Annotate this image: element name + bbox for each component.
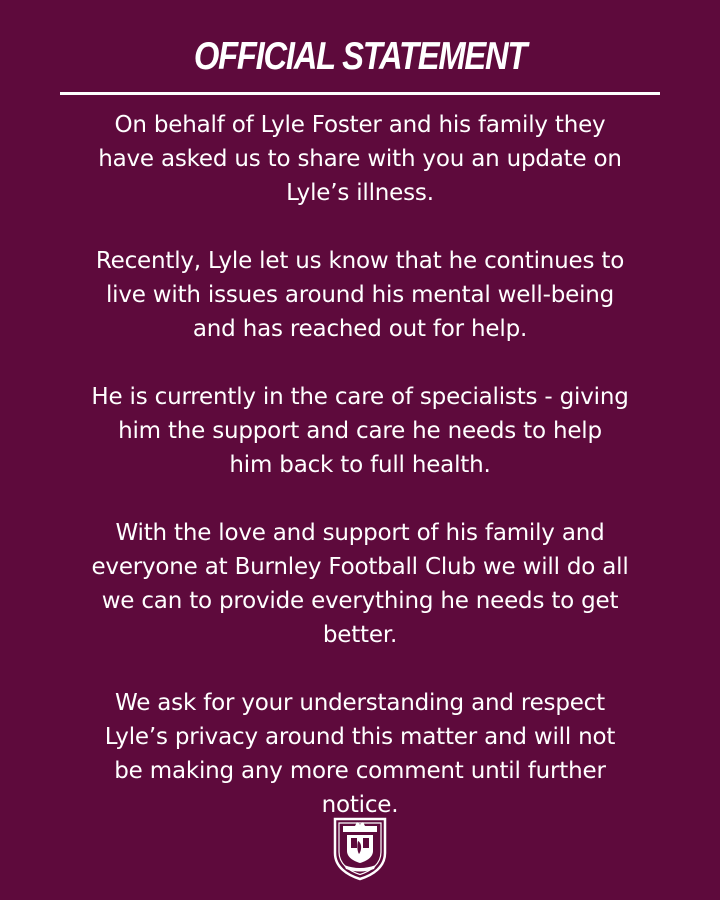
title-divider bbox=[60, 92, 660, 95]
burnley-club-crest-icon bbox=[333, 817, 387, 881]
page-title: OFFICIAL STATEMENT bbox=[193, 35, 527, 78]
statement-line: Lyle’s privacy around this matter and will not bbox=[104, 724, 616, 750]
statement-paragraph bbox=[40, 686, 680, 822]
statement-line: everyone at Burnley Football Club we will do all bbox=[91, 554, 629, 580]
statement-line: Recently, Lyle let us know that he continues to bbox=[95, 248, 625, 274]
statement-paragraph bbox=[40, 516, 680, 652]
statement-line: and has reached out for help. bbox=[192, 316, 528, 342]
statement-line: With the love and support of his family and bbox=[115, 520, 605, 546]
statement-line: We ask for your understanding and respect bbox=[115, 690, 605, 716]
statement-paragraph bbox=[40, 244, 680, 346]
statement-line: be making any more comment until further bbox=[114, 758, 606, 784]
statement-body bbox=[40, 108, 680, 822]
statement-line: On behalf of Lyle Foster and his family they bbox=[114, 112, 606, 138]
statement-line: He is currently in the care of specialists - giving bbox=[91, 384, 629, 410]
statement-paragraph bbox=[40, 380, 680, 482]
statement-line: him back to full health. bbox=[229, 452, 491, 478]
statement-line: better. bbox=[322, 622, 398, 648]
statement-line: we can to provide everything he needs to get bbox=[101, 588, 619, 614]
statement-line: live with issues around his mental well-being bbox=[105, 282, 615, 308]
statement-line: have asked us to share with you an update on bbox=[98, 146, 622, 172]
statement-line: notice. bbox=[321, 792, 399, 818]
statement-line: him the support and care he needs to help bbox=[118, 418, 602, 444]
statement-line: Lyle’s illness. bbox=[286, 180, 434, 206]
statement-paragraph bbox=[40, 108, 680, 210]
